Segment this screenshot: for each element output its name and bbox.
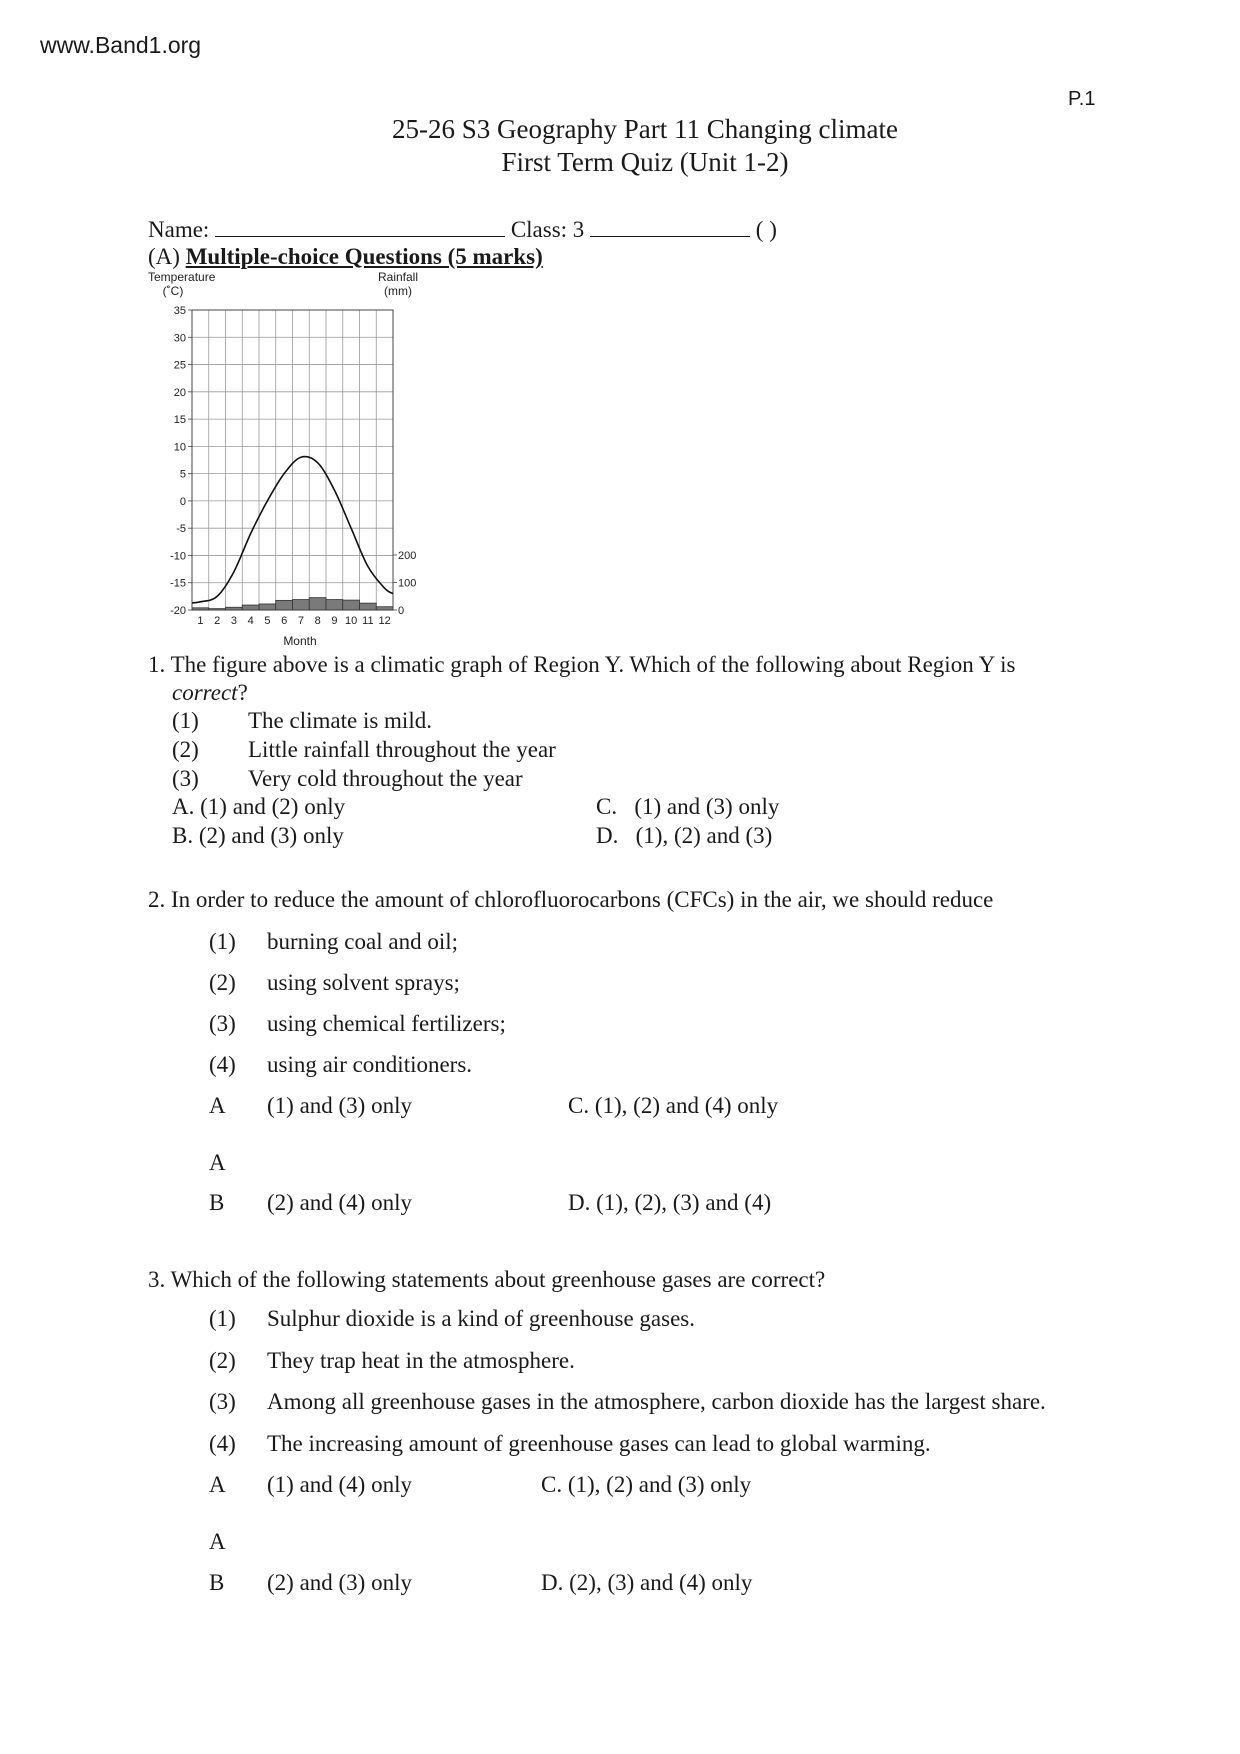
svg-text:6: 6: [281, 615, 288, 627]
chart-right-axis-unit: (mm): [384, 284, 412, 298]
q2-option-d[interactable]: D. (1), (2), (3) and (4): [568, 1190, 772, 1215]
q3-option-b[interactable]: (2) and (3) only: [267, 1570, 412, 1595]
name-label: Name:: [148, 217, 210, 242]
svg-text:7: 7: [297, 615, 304, 627]
q2-option-a[interactable]: (1) and (3) only: [267, 1093, 412, 1118]
q2-option-b-letter[interactable]: B: [209, 1190, 225, 1215]
q3-statement-text: The increasing amount of greenhouse gases can lead to global warming.: [267, 1431, 931, 1456]
chart-x-axis-title: Month: [283, 634, 317, 648]
q2-option-a-letter[interactable]: A: [209, 1093, 226, 1118]
svg-text:12: 12: [378, 615, 391, 627]
svg-text:10: 10: [345, 615, 358, 627]
q1-statement: (3): [172, 766, 199, 791]
chart-left-axis-title: Temperature: [148, 270, 216, 284]
q3-option-a[interactable]: (1) and (4) only: [267, 1472, 412, 1497]
q1-statement-text: The climate is mild.: [248, 708, 432, 733]
svg-text:-10: -10: [170, 550, 186, 563]
q3-option-d[interactable]: D. (2), (3) and (4) only: [541, 1570, 753, 1595]
q2-statement-text: using chemical fertilizers;: [267, 1011, 506, 1036]
q3-option-a-letter[interactable]: A: [209, 1472, 226, 1497]
section-title: Multiple-choice Questions (5 marks): [185, 244, 543, 269]
chart-x-ticks: [197, 615, 390, 627]
chart-y-ticks: [170, 305, 186, 617]
svg-text:25: 25: [173, 359, 186, 372]
class-number-brackets: ( ): [755, 217, 777, 242]
name-field[interactable]: [215, 216, 505, 237]
section-prefix: (A): [148, 244, 180, 269]
q2-statement-text: burning coal and oil;: [267, 929, 458, 954]
page-title: 25-26 S3 Geography Part 11 Changing climate: [392, 114, 898, 144]
svg-text:8: 8: [314, 615, 321, 627]
website-watermark: www.Band1.org: [40, 32, 202, 58]
question-2-stem: 2. In order to reduce the amount of chlorofluorocarbons (CFCs) in the air, we should reduce: [148, 887, 994, 912]
q1-statement-text: Little rainfall throughout the year: [248, 737, 556, 762]
svg-text:-20: -20: [170, 605, 186, 617]
q1-option-a[interactable]: A. (1) and (2) only: [172, 794, 346, 819]
svg-text:10: 10: [173, 441, 186, 454]
q3-statement: (3): [209, 1389, 236, 1414]
class-field[interactable]: [590, 216, 750, 237]
q3-option-c[interactable]: C. (1), (2) and (3) only: [541, 1472, 752, 1497]
q3-statement: (1): [209, 1306, 236, 1331]
svg-text:200: 200: [398, 550, 417, 562]
q2-statement: (4): [209, 1052, 236, 1077]
rainfall-bars: [192, 598, 393, 610]
svg-text:4: 4: [247, 615, 254, 627]
q2-statement: (1): [209, 929, 236, 954]
q3-statement-text: Sulphur dioxide is a kind of greenhouse gases.: [267, 1306, 695, 1331]
q3-statement: (2): [209, 1348, 236, 1373]
svg-text:0: 0: [398, 605, 405, 617]
q1-statement: (1): [172, 708, 199, 733]
q2-option-c[interactable]: C. (1), (2) and (4) only: [568, 1093, 779, 1118]
q3-statement-text: They trap heat in the atmosphere.: [267, 1348, 575, 1373]
chart-right-axis-title: Rainfall: [377, 270, 419, 284]
question-1-stem-cont: correct?: [172, 680, 248, 705]
svg-text:-15: -15: [170, 577, 186, 590]
q2-statement: (2): [209, 970, 236, 995]
chart-left-axis-unit: (˚C): [162, 284, 184, 298]
svg-text:11: 11: [362, 615, 374, 627]
svg-text:9: 9: [331, 615, 338, 627]
page-number: P.1: [1068, 88, 1096, 110]
chart-rainfall-ticks: [393, 550, 416, 617]
chart-grid: [188, 310, 393, 610]
q3-option-b-letter[interactable]: B: [209, 1570, 225, 1595]
question-1-stem: 1. The figure above is a climatic graph of Region Y. Which of the following about Region Y is: [148, 652, 1016, 677]
page-subtitle: First Term Quiz (Unit 1-2): [501, 147, 789, 177]
svg-text:3: 3: [230, 615, 237, 627]
q1-statement-text: Very cold throughout the year: [248, 766, 523, 791]
climate-graph: [140, 265, 440, 655]
svg-text:30: 30: [173, 332, 186, 345]
svg-text:15: 15: [173, 414, 186, 427]
svg-text:-5: -5: [176, 523, 186, 536]
svg-text:5: 5: [179, 468, 186, 481]
svg-text:0: 0: [179, 495, 186, 508]
svg-text:1: 1: [197, 615, 204, 627]
q1-option-d[interactable]: D. (1), (2) and (3): [596, 823, 773, 848]
svg-text:5: 5: [264, 615, 271, 627]
q2-statement-text: using air conditioners.: [267, 1052, 473, 1077]
q3-statement-text: Among all greenhouse gases in the atmosphere, carbon dioxide has the largest share.: [267, 1389, 1046, 1414]
q2-statement-text: using solvent sprays;: [267, 970, 460, 995]
svg-text:100: 100: [398, 577, 417, 590]
question-3-stem: 3. Which of the following statements about greenhouse gases are correct?: [148, 1267, 826, 1292]
svg-text:2: 2: [214, 615, 221, 627]
q2-option-b[interactable]: (2) and (4) only: [267, 1190, 412, 1215]
q1-option-b[interactable]: B. (2) and (3) only: [172, 823, 344, 848]
q3-stray-letter: A: [209, 1529, 226, 1554]
q2-stray-letter: A: [209, 1150, 226, 1175]
q3-statement: (4): [209, 1431, 236, 1456]
svg-text:20: 20: [173, 386, 186, 399]
q1-option-c[interactable]: C. (1) and (3) only: [596, 794, 780, 819]
student-info-line: [148, 216, 777, 243]
class-label: Class: 3: [510, 217, 585, 242]
q2-statement: (3): [209, 1011, 236, 1036]
q1-statement: (2): [172, 737, 199, 762]
svg-text:35: 35: [173, 305, 186, 317]
